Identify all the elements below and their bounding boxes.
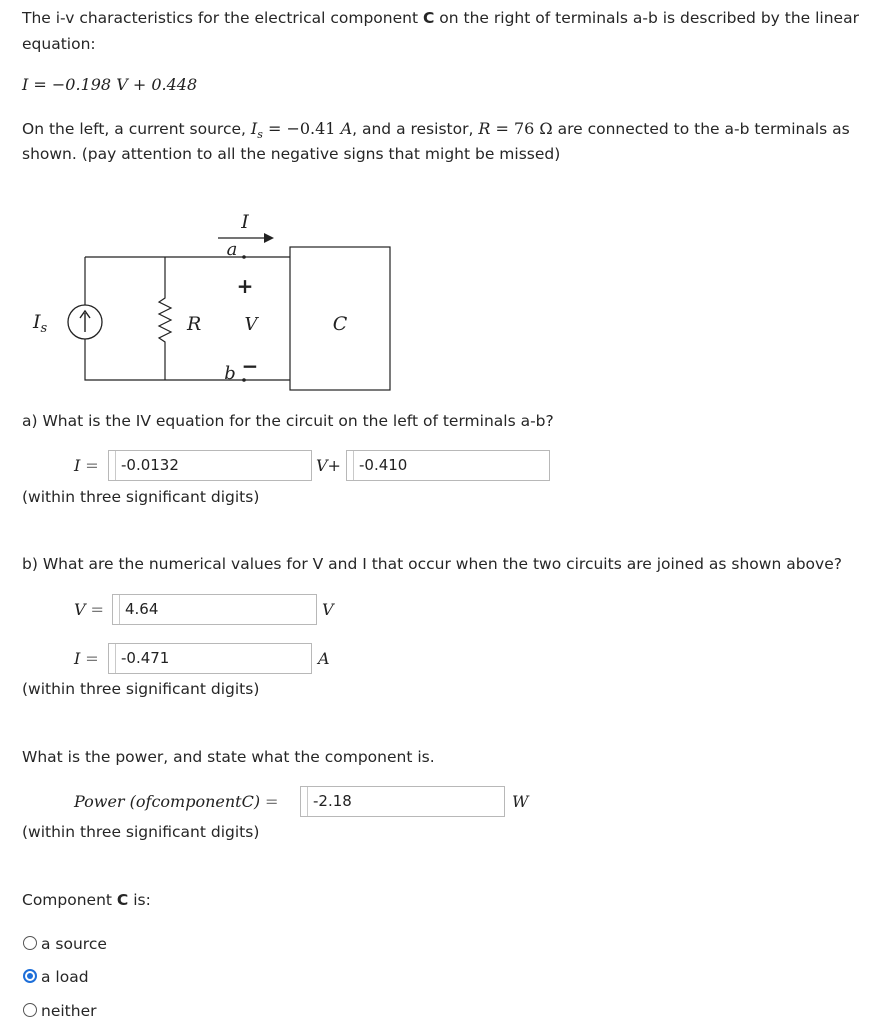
component-prefix: Component bbox=[22, 891, 117, 909]
r-symbol: R bbox=[478, 119, 491, 138]
resistor-symbol bbox=[159, 257, 171, 380]
source-label: $I_s$ bbox=[33, 311, 48, 336]
i-equation-lhs bbox=[74, 647, 99, 671]
voltage-label: V bbox=[244, 314, 258, 335]
slope-value: -0.0132 bbox=[115, 451, 179, 480]
radio-label: a source bbox=[41, 935, 107, 953]
part-c-question: What is the power, and state what the component is. bbox=[22, 748, 435, 766]
component-c-name: C bbox=[116, 891, 129, 909]
is-value: = −0.41 bbox=[262, 119, 341, 138]
equals-sign: = bbox=[85, 649, 99, 668]
voltage-unit: V bbox=[322, 600, 334, 619]
circuit-diagram bbox=[0, 195, 420, 405]
part-a-note: (within three significant digits) bbox=[22, 488, 260, 506]
radio-label: neither bbox=[41, 1002, 97, 1020]
current-input[interactable] bbox=[108, 643, 312, 674]
radio-button[interactable] bbox=[23, 936, 37, 950]
radio-option-source[interactable] bbox=[22, 932, 142, 956]
equals-sign: = bbox=[265, 792, 279, 811]
power-input[interactable] bbox=[300, 786, 505, 817]
radio-option-load[interactable] bbox=[22, 965, 142, 989]
part-a-equation-lhs bbox=[74, 454, 99, 478]
terminal-a-label: a bbox=[226, 239, 238, 260]
part-c-note: (within three significant digits) bbox=[22, 823, 260, 841]
equals-sign: = bbox=[85, 456, 99, 475]
slope-input[interactable] bbox=[108, 450, 312, 481]
iv-equation: I = −0.198 V + 0.448 bbox=[22, 75, 198, 94]
v-symbol: V bbox=[74, 600, 86, 619]
power-symbol: Power (ofcomponentC) bbox=[74, 792, 261, 811]
current-value: -0.471 bbox=[115, 644, 169, 673]
intro-text: , and a resistor, bbox=[352, 120, 479, 138]
intro-text: On the left, a current source, bbox=[22, 120, 251, 138]
intro-text: on the right of terminals a-b is described by the linear bbox=[434, 9, 859, 27]
radio-button-selected[interactable] bbox=[23, 969, 37, 983]
component-c-name: C bbox=[422, 9, 435, 27]
intercept-value: -0.410 bbox=[353, 451, 407, 480]
power-value: -2.18 bbox=[307, 787, 352, 816]
intro-line-2: equation: bbox=[22, 35, 96, 53]
component-label: C bbox=[332, 313, 348, 335]
voltage-input[interactable] bbox=[112, 594, 317, 625]
terminal-b-dot bbox=[242, 378, 246, 382]
is-unit: A bbox=[340, 119, 353, 138]
intro-para-2-line-2: shown. (pay attention to all the negative signs that might be missed) bbox=[22, 145, 561, 163]
intercept-input[interactable] bbox=[346, 450, 550, 481]
terminal-b-label: b bbox=[224, 363, 236, 384]
intro-text: The i-v characteristics for the electrical component bbox=[22, 9, 423, 27]
intro-line-1 bbox=[22, 6, 859, 30]
radio-label: a load bbox=[41, 968, 89, 986]
radio-button[interactable] bbox=[23, 1003, 37, 1017]
current-unit: A bbox=[318, 649, 330, 668]
component-suffix: is: bbox=[128, 891, 151, 909]
radio-option-neither[interactable] bbox=[22, 999, 142, 1023]
arrow-right-icon bbox=[264, 233, 274, 243]
part-a-question: a) What is the IV equation for the circuit on the left of terminals a-b? bbox=[22, 412, 554, 430]
component-question bbox=[22, 888, 151, 912]
part-b-note: (within three significant digits) bbox=[22, 680, 260, 698]
power-equation-lhs bbox=[74, 790, 278, 814]
power-unit: W bbox=[512, 792, 529, 811]
is-symbol: I bbox=[250, 119, 258, 138]
part-b-question: b) What are the numerical values for V and I that occur when the two circuits are joined as shown above? bbox=[22, 555, 842, 573]
v-equation-lhs bbox=[74, 598, 104, 622]
plus-sign: + bbox=[236, 274, 254, 298]
intro-text: are connected to the a-b terminals as bbox=[552, 120, 850, 138]
equals-sign: = bbox=[90, 600, 104, 619]
i-symbol: I bbox=[74, 649, 81, 668]
minus-sign: − bbox=[241, 354, 259, 378]
r-value: = 76 Ω bbox=[490, 119, 553, 138]
voltage-value: 4.64 bbox=[119, 595, 158, 624]
i-symbol: I bbox=[74, 456, 81, 475]
is-subscript: s bbox=[257, 128, 263, 142]
current-label: I bbox=[241, 211, 249, 233]
terminal-a-dot bbox=[242, 255, 246, 259]
resistor-label: R bbox=[187, 313, 202, 335]
v-plus-text: V+ bbox=[316, 456, 341, 475]
